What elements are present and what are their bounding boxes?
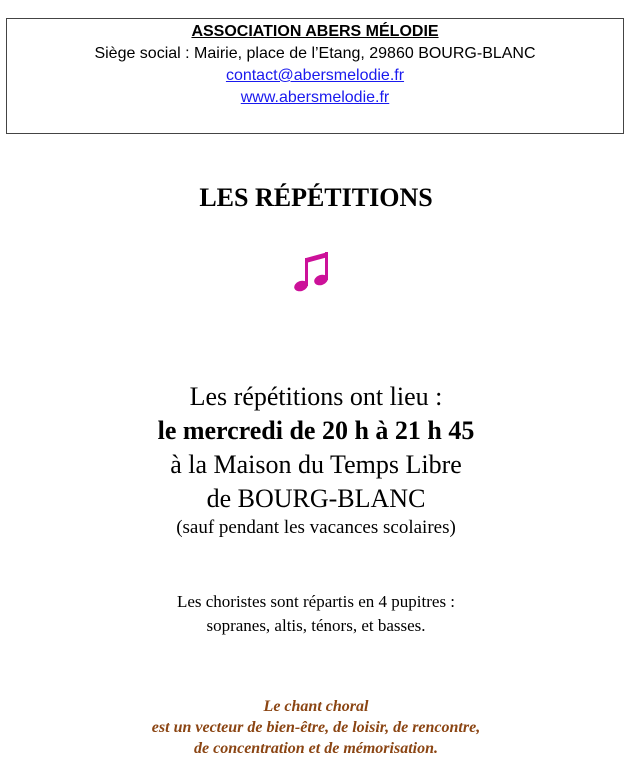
quote-line-2: est un vecteur de bien-être, de loisir, de rencontre, bbox=[151, 719, 481, 736]
quote-line-3: de concentration et de mémorisation. bbox=[194, 740, 438, 757]
page-title: LES RÉPÉTITIONS bbox=[199, 183, 433, 212]
quote-line-1: Le chant choral bbox=[263, 698, 369, 715]
website-link[interactable]: www.abersmelodie.fr bbox=[240, 89, 390, 106]
schedule-line-1: Les répétitions ont lieu : bbox=[189, 382, 443, 411]
header-box bbox=[6, 18, 624, 134]
music-note-icon bbox=[293, 250, 333, 294]
address: Siège social : Mairie, place de l’Etang, 29860 BOURG-BLANC bbox=[94, 45, 536, 62]
email-link[interactable]: contact@abersmelodie.fr bbox=[225, 67, 405, 84]
choristes-line-1: Les choristes sont répartis en 4 pupitres : bbox=[176, 592, 456, 611]
choristes-block bbox=[0, 590, 632, 638]
org-name: ASSOCIATION ABERS MÉLODIE bbox=[191, 23, 439, 40]
quote-block bbox=[0, 696, 632, 759]
schedule-line-4: de BOURG-BLANC bbox=[206, 484, 426, 513]
schedule-block bbox=[0, 380, 632, 540]
choristes-line-2: sopranes, altis, ténors, et basses. bbox=[206, 616, 426, 635]
schedule-line-5: (sauf pendant les vacances scolaires) bbox=[176, 517, 456, 538]
schedule-line-2: le mercredi de 20 h à 21 h 45 bbox=[157, 416, 475, 445]
schedule-line-3: à la Maison du Temps Libre bbox=[170, 450, 462, 479]
